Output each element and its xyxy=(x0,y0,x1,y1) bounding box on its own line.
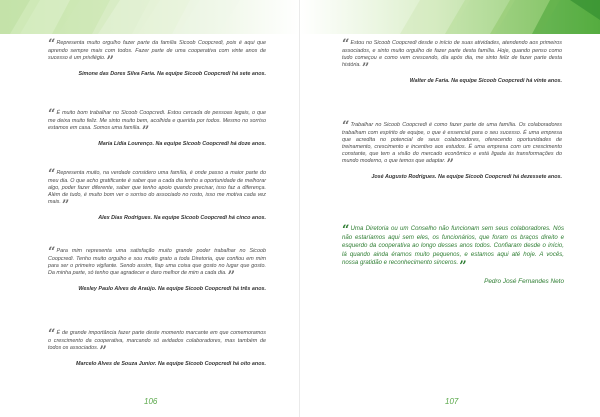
page-number: 106 xyxy=(144,397,158,406)
decorative-band-graphic xyxy=(0,0,300,34)
featured-testimonial xyxy=(342,225,564,287)
right-page xyxy=(300,0,600,417)
open-quote-icon: “ xyxy=(48,245,56,260)
testimonial-text: Representa muito, na verdade considero uma família, é onde passo a maior parte do meu dia. O que acho gratificante é saber que a cada dia tenho a oportunidade de melhorar algo, poder fazer diferente, saber que tenho apoio quando precisar, isso faz a diferença. Além de tudo, é muito bom ver o sorriso do associado no rosto, isso me motiva cada vez mais. xyxy=(48,170,266,206)
close-quote-icon: ” xyxy=(227,269,236,285)
testimonial xyxy=(342,119,562,181)
testimonial xyxy=(48,327,266,368)
testimonial-text: Trabalhar no Sicoob Coopcredi é como fazer parte de uma família. Os colaboradores trabalham com espírito de equipe, o que é essencial para o seu sucesso. É uma empresa que acredita no potencial de seus colaboradores, oferecendo oportunidades de treinamento, crescimento e incentivo aos estudos. É uma empresa com um crescimento constante, que tem a visão do mercado econômico e está ligada às transformações do mundo moderno, o que temos que adaptar. xyxy=(342,122,562,165)
open-quote-icon: “ xyxy=(48,37,56,52)
close-quote-icon: ” xyxy=(459,259,467,275)
testimonial-text: É de grande importância fazer parte deste momento marcante em que comemoramos o crescimento da cooperativa, marcando só avidados colaboradores, mas também de todos os associados. xyxy=(48,330,266,352)
left-header-band xyxy=(0,0,300,34)
testimonial xyxy=(48,245,266,293)
testimonial-author: José Augusto Rodrigues. Na equipe Sicoob Coopcredi há dezessete anos. xyxy=(371,174,562,181)
close-quote-icon: ” xyxy=(106,54,115,70)
testimonial xyxy=(48,107,266,148)
close-quote-icon: ” xyxy=(141,124,150,140)
open-quote-icon: “ xyxy=(48,107,56,122)
testimonial xyxy=(48,167,266,222)
close-quote-icon: ” xyxy=(99,344,107,360)
decorative-band-graphic xyxy=(300,0,600,34)
page-number: 107 xyxy=(445,397,459,406)
close-quote-icon: ” xyxy=(361,61,370,77)
testimonial-text: Para mim representa uma satisfação muito grande poder trabalhar no Sicoob Coopcredi. Tenho muito orgulho e sou muito grato a toda Diretoria, que confiou em mim para ser o primeiro vigilante. Sendo assim, fiap uma coisa que gosto no lugar que gosto. Da minha parte, só tenho que agradecer e daro melhor de mim a cada dia. xyxy=(48,248,266,277)
open-quote-icon: “ xyxy=(48,327,56,342)
testimonial-text: É muito bom trabalhar no Sicoob Coopcredi. Estou cercada de pessoas legais, o que me deixa muito feliz. Me sinto muito bem, acolhida e querida por todos. Mesmo no sorriso estamos em casa. Somos uma família. xyxy=(48,110,266,132)
testimonial-author: Pedro José Fernandes Neto xyxy=(484,278,564,286)
testimonial-text: Representa muito orgulho fazer parte da família Sicoob Coopcredi, pois é aqui que aprendo sempre mais com todos. Fazer parte de uma cooperativa com vinte anos de sucesso é um privilégio. xyxy=(48,40,266,62)
testimonial-author: Marcelo Alves de Souza Junior. Na equipe Sicoob Coopcredi há oito anos. xyxy=(75,361,266,368)
testimonial-author: Walter de Faria. Na equipe Sicoob Coopcredi há vinte anos. xyxy=(409,78,562,85)
open-quote-icon: “ xyxy=(48,167,56,182)
close-quote-icon: ” xyxy=(446,157,454,173)
testimonial-author: Wesley Paulo Alves de Araújo. Na equipe Sicoob Coopcredi há três anos. xyxy=(78,286,266,293)
testimonial xyxy=(48,37,266,78)
right-header-band xyxy=(300,0,600,34)
testimonial-text: Estou no Sicoob Coopcredi desde o início de suas atividades, atendendo aos primeiros associados, e sinto muito orgulho de fazer parte desta família. Hoje, quando penso como tudo começou e como vem crescendo, dia após dia, me sinto feliz de fazer parte desta história. xyxy=(342,40,562,69)
testimonial-text: Uma Diretoria ou um Conselho não funcionam sem seus colaboradores. Nós não estaríamos aqui sem eles, os funcionários, que foram os braços direito e esquerdo da cooperativa ao longo desses anos todos. Confiaram desde o início, lá quando ainda éramos muito pequenos, e estamos aqui até hoje. A vocês, nossa gratidão e reconhecimento sinceros. xyxy=(342,225,564,267)
close-quote-icon: ” xyxy=(61,198,70,214)
testimonial xyxy=(342,37,562,85)
open-quote-icon: “ xyxy=(342,119,350,134)
testimonial-author: Simone das Dores Silva Faria. Na equipe Sicoob Coopcredi há sete anos. xyxy=(78,71,266,78)
testimonial-author: Maria Lídia Lourenço. Na equipe Sicoob Coopcredi há doze anos. xyxy=(98,141,266,148)
testimonial-author: Alex Dias Rodrigues. Na equipe Sicoob Coopcredi há cinco anos. xyxy=(98,215,266,222)
open-quote-icon: “ xyxy=(342,37,350,52)
open-quote-icon: “ xyxy=(342,223,350,238)
